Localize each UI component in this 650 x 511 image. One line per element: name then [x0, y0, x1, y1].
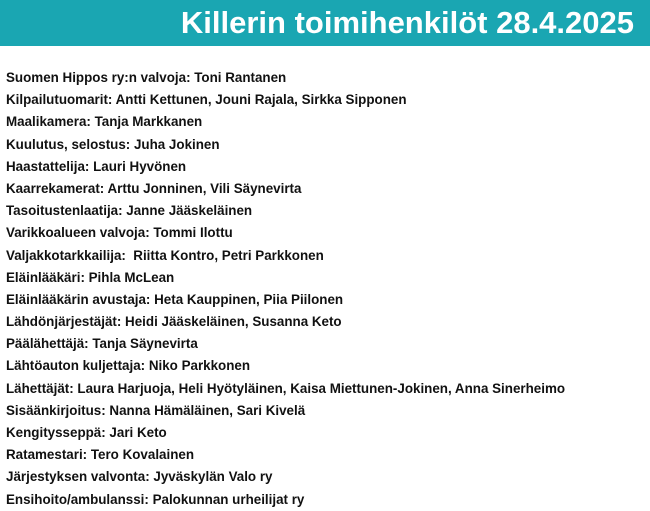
list-item: Varikkoalueen valvoja: Tommi Ilottu: [6, 225, 233, 241]
list-item: Kaarrekamerat: Arttu Jonninen, Vili Säynevirta: [6, 180, 302, 196]
list-item: Päälähettäjä: Tanja Säynevirta: [6, 336, 198, 352]
list-item: Järjestyksen valvonta: Jyväskylän Valo ry: [6, 469, 273, 485]
list-item: Haastattelija: Lauri Hyvönen: [6, 158, 187, 174]
list-item: Suomen Hippos ry:n valvoja: Toni Rantanen: [6, 70, 287, 85]
list-item: Kilpailutuomarit: Antti Kettunen, Jouni Rajala, Sirkka Sipponen: [6, 92, 407, 108]
list-item: Maalikamera: Tanja Markkanen: [6, 114, 203, 130]
list-item: Valjakkotarkkailija: Riitta Kontro, Petri Parkkonen: [6, 247, 324, 263]
list-item: Eläinlääkäri: Pihla McLean: [6, 269, 175, 285]
list-item: Kengitysseppä: Jari Keto: [6, 425, 167, 440]
title-banner: [0, 0, 650, 46]
officials-list: [6, 67, 565, 511]
list-item: Kuulutus, selostus: Juha Jokinen: [6, 136, 220, 152]
list-item: Lähettäjät: Laura Harjuoja, Heli Hyötyläinen, Kaisa Miettunen-Jokinen, Anna Sinerheimo: [6, 380, 566, 396]
list-item: Eläinlääkärin avustaja: Heta Kauppinen, Piia Piilonen: [6, 291, 344, 307]
list-item: Tasoitustenlaatija: Janne Jääskeläinen: [6, 203, 253, 219]
list-item: Sisäänkirjoitus: Nanna Hämäläinen, Sari Kivelä: [6, 402, 306, 418]
list-item: Lähtöauton kuljettaja: Niko Parkkonen: [6, 358, 251, 374]
list-item: Ensihoito/ambulanssi: Palokunnan urheilijat ry: [6, 491, 305, 507]
list-item: Ratamestari: Tero Kovalainen: [6, 447, 195, 463]
list-item: Lähdönjärjestäjät: Heidi Jääskeläinen, Susanna Keto: [6, 314, 342, 330]
page-title: Killerin toimihenkilöt 28.4.2025: [180, 5, 634, 40]
